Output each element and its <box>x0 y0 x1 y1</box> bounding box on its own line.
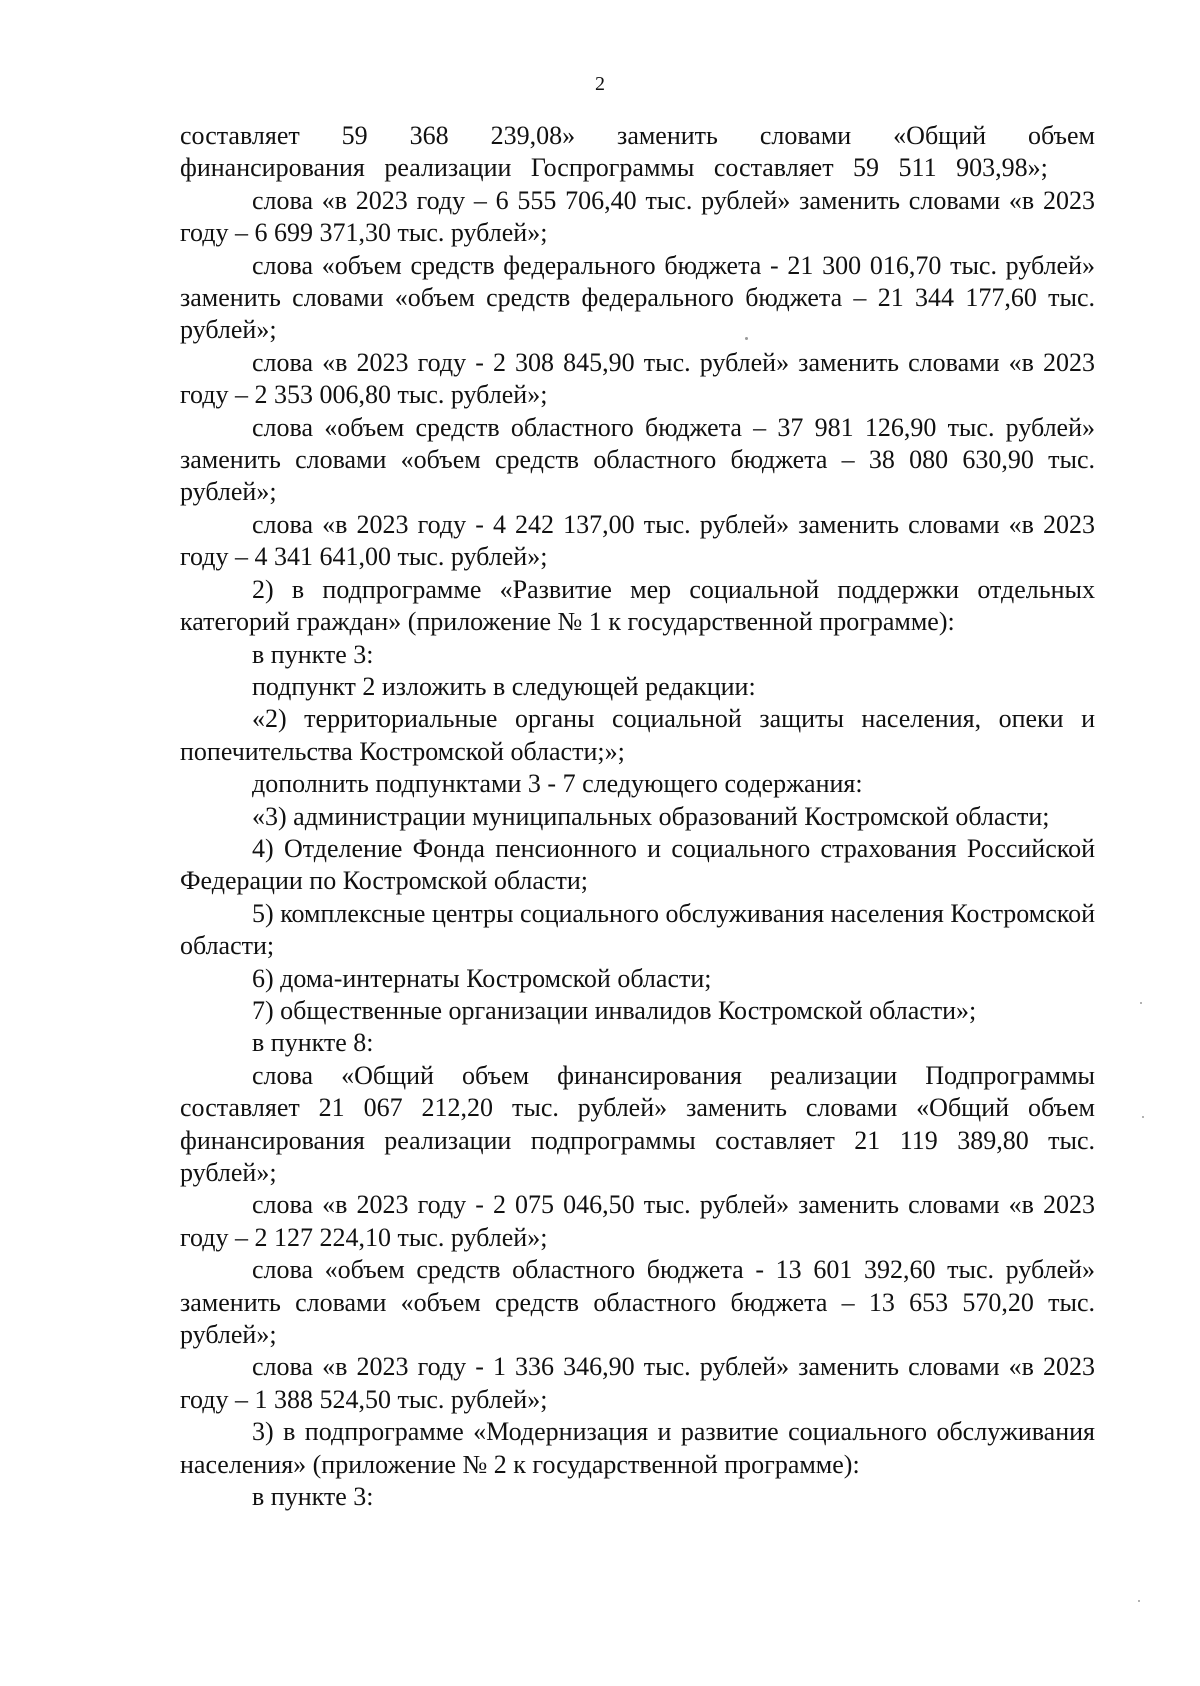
paragraph-2: слова «в 2023 году – 6 555 706,40 тыс. рублей» заменить словами «в 2023 году – 6 699 371,30 тыс. рублей»; <box>180 185 1095 248</box>
paragraph-16: 7) общественные организации инвалидов Костромской области»; <box>252 995 977 1025</box>
paragraph-3: слова «объем средств федерального бюджета - 21 300 016,70 тыс. рублей» заменить словами «объем средств федерального бюджета – 21 344 177,60 тыс. рублей»; <box>180 250 1095 345</box>
paragraph-17: в пункте 8: <box>252 1028 374 1058</box>
paragraph-8: в пункте 3: <box>252 639 374 669</box>
paragraph-14: 5) комплексные центры социального обслуживания населения Костромской области; <box>180 898 1095 961</box>
paragraph-6: слова «в 2023 году - 4 242 137,00 тыс. рублей» заменить словами «в 2023 году – 4 341 641,00 тыс. рублей»; <box>180 509 1095 572</box>
paragraph-20: слова «объем средств областного бюджета - 13 601 392,60 тыс. рублей» заменить словами «объем средств областного бюджета – 13 653 570,20 тыс. рублей»; <box>180 1255 1095 1350</box>
paragraph-15: 6) дома-интернаты Костромской области; <box>252 963 712 993</box>
scan-speck <box>1140 1002 1142 1004</box>
scan-speck <box>1138 1600 1140 1602</box>
paragraph-23: в пункте 3: <box>252 1482 374 1512</box>
paragraph-10: «2) территориальные органы социальной защиты населения, опеки и попечительства Костромской области;»; <box>180 704 1095 766</box>
page-number: 2 <box>595 73 605 95</box>
paragraph-9: подпункт 2 изложить в следующей редакции: <box>252 671 756 701</box>
paragraph-5: слова «объем средств областного бюджета – 37 981 126,90 тыс. рублей» заменить словами «объем средств областного бюджета – 38 080 630,90 тыс. рублей»; <box>180 412 1095 507</box>
paragraph-19: слова «в 2023 году - 2 075 046,50 тыс. рублей» заменить словами «в 2023 году – 2 127 224,10 тыс. рублей»; <box>180 1190 1095 1252</box>
paragraph-18: слова «Общий объем финансирования реализации Подпрограммы составляет 21 067 212,20 тыс. рублей» заменить словами «Общий объем финансирования реализации подпрограммы составляет 21 119 389,80 тыс. рублей»; <box>180 1060 1095 1187</box>
paragraph-12: «3) администрации муниципальных образований Костромской области; <box>252 801 1050 831</box>
paragraph-13: 4) Отделение Фонда пенсионного и социального страхования Российской Федерации по Костромской области; <box>180 833 1095 896</box>
scan-speck <box>1142 1116 1144 1118</box>
paragraph-4: слова «в 2023 году - 2 308 845,90 тыс. рублей» заменить словами «в 2023 году – 2 353 006,80 тыс. рублей»; <box>180 347 1095 410</box>
paragraph-11: дополнить подпунктами 3 - 7 следующего содержания: <box>252 769 863 799</box>
scan-speck <box>745 337 748 340</box>
paragraph-7: 2) в подпрограмме «Развитие мер социальной поддержки отдельных категорий граждан» (приложение № 1 к государственной программе): <box>180 574 1095 637</box>
paragraph-1: составляет 59 368 239,08» заменить словами «Общий объем финансирования реализации Госпрограммы составляет 59 511 903,98»; <box>180 121 1095 183</box>
document-body <box>180 120 1095 1513</box>
paragraph-21: слова «в 2023 году - 1 336 346,90 тыс. рублей» заменить словами «в 2023 году – 1 388 524,50 тыс. рублей»; <box>180 1352 1095 1414</box>
paragraph-22: 3) в подпрограмме «Модернизация и развитие социального обслуживания населения» (приложение № 2 к государственной программе): <box>180 1417 1095 1479</box>
